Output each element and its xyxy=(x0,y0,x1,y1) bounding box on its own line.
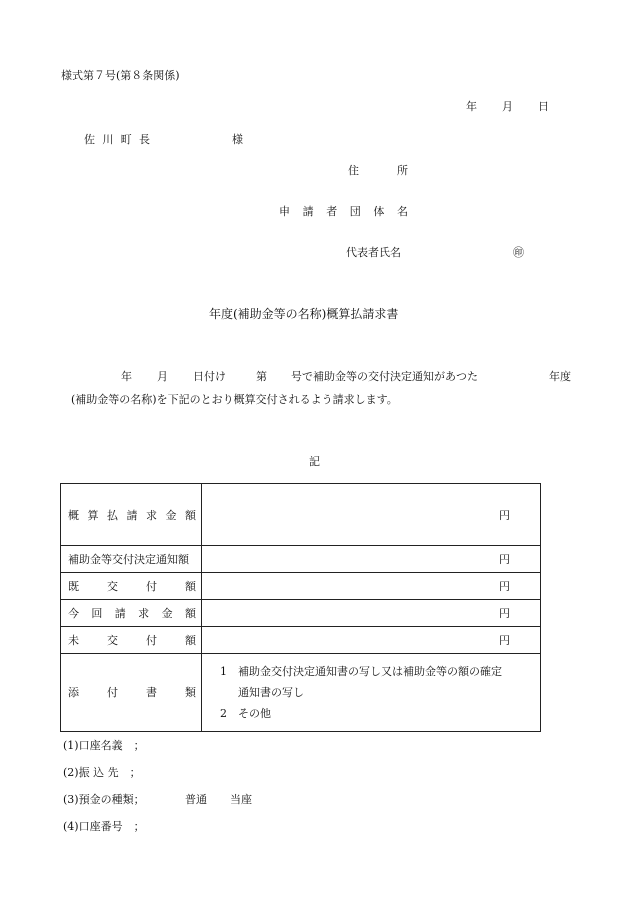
document-title: 年度(補助金等の名称)概算払請求書 xyxy=(209,307,399,321)
amount-cell[interactable]: 円 xyxy=(202,573,541,600)
row-label: 今 回 請 求 金 額 xyxy=(61,600,202,627)
attachments-cell: 1 補助金交付決定通知書の写し又は補助金等の額の確定 通知書の写し 2 その他 xyxy=(202,654,541,732)
address-label: 住 所 xyxy=(348,164,408,177)
row-label: 添 付 書 類 xyxy=(61,654,202,732)
table-row xyxy=(61,600,541,627)
representative-label: 代表者氏名 xyxy=(346,246,401,259)
account-name-label: (1)口座名義 ； xyxy=(63,739,145,752)
request-table xyxy=(60,483,541,732)
table-row xyxy=(61,546,541,573)
row-label: 概 算 払 請 求 金 額 xyxy=(61,484,202,546)
table-row xyxy=(61,654,541,732)
body-line-2: (補助金等の名称)を下記のとおり概算交付されるよう請求します。 xyxy=(71,393,398,406)
account-number-label: (4)口座番号 ； xyxy=(63,820,145,833)
form-number: 様式第７号(第８条関係) xyxy=(61,69,180,82)
deposit-type-label: (3)預金の種類； xyxy=(63,793,145,806)
table-row xyxy=(61,484,541,546)
deposit-type-ordinary: 普通 xyxy=(185,793,207,806)
group-name-label: 申 請 者 団 体 名 xyxy=(279,205,408,218)
row-label: 補助金等交付決定通知額 xyxy=(61,546,202,573)
amount-cell[interactable]: 円 xyxy=(202,484,541,546)
bank-branch-label: (2)振 込 先 ； xyxy=(63,766,141,779)
deposit-type-current: 当座 xyxy=(230,793,252,806)
table-row xyxy=(61,627,541,654)
table-row xyxy=(61,573,541,600)
row-label: 既 交 付 額 xyxy=(61,573,202,600)
addressee-honorific: 様 xyxy=(232,133,243,146)
amount-cell[interactable]: 円 xyxy=(202,546,541,573)
seal-mark: ㊞ xyxy=(513,246,524,259)
date-day: 日 xyxy=(538,100,549,113)
ki-marker: 記 xyxy=(309,455,320,468)
row-label: 未 交 付 額 xyxy=(61,627,202,654)
date-line xyxy=(0,101,630,113)
amount-cell[interactable]: 円 xyxy=(202,627,541,654)
date-year: 年 xyxy=(466,100,477,113)
body-line-1: 年 月 日付け 第 号で補助金等の交付決定通知があつた 年度 xyxy=(121,370,571,383)
addressee-name: 佐 川 町 長 xyxy=(84,133,150,146)
amount-cell[interactable]: 円 xyxy=(202,600,541,627)
date-month: 月 xyxy=(502,100,513,113)
